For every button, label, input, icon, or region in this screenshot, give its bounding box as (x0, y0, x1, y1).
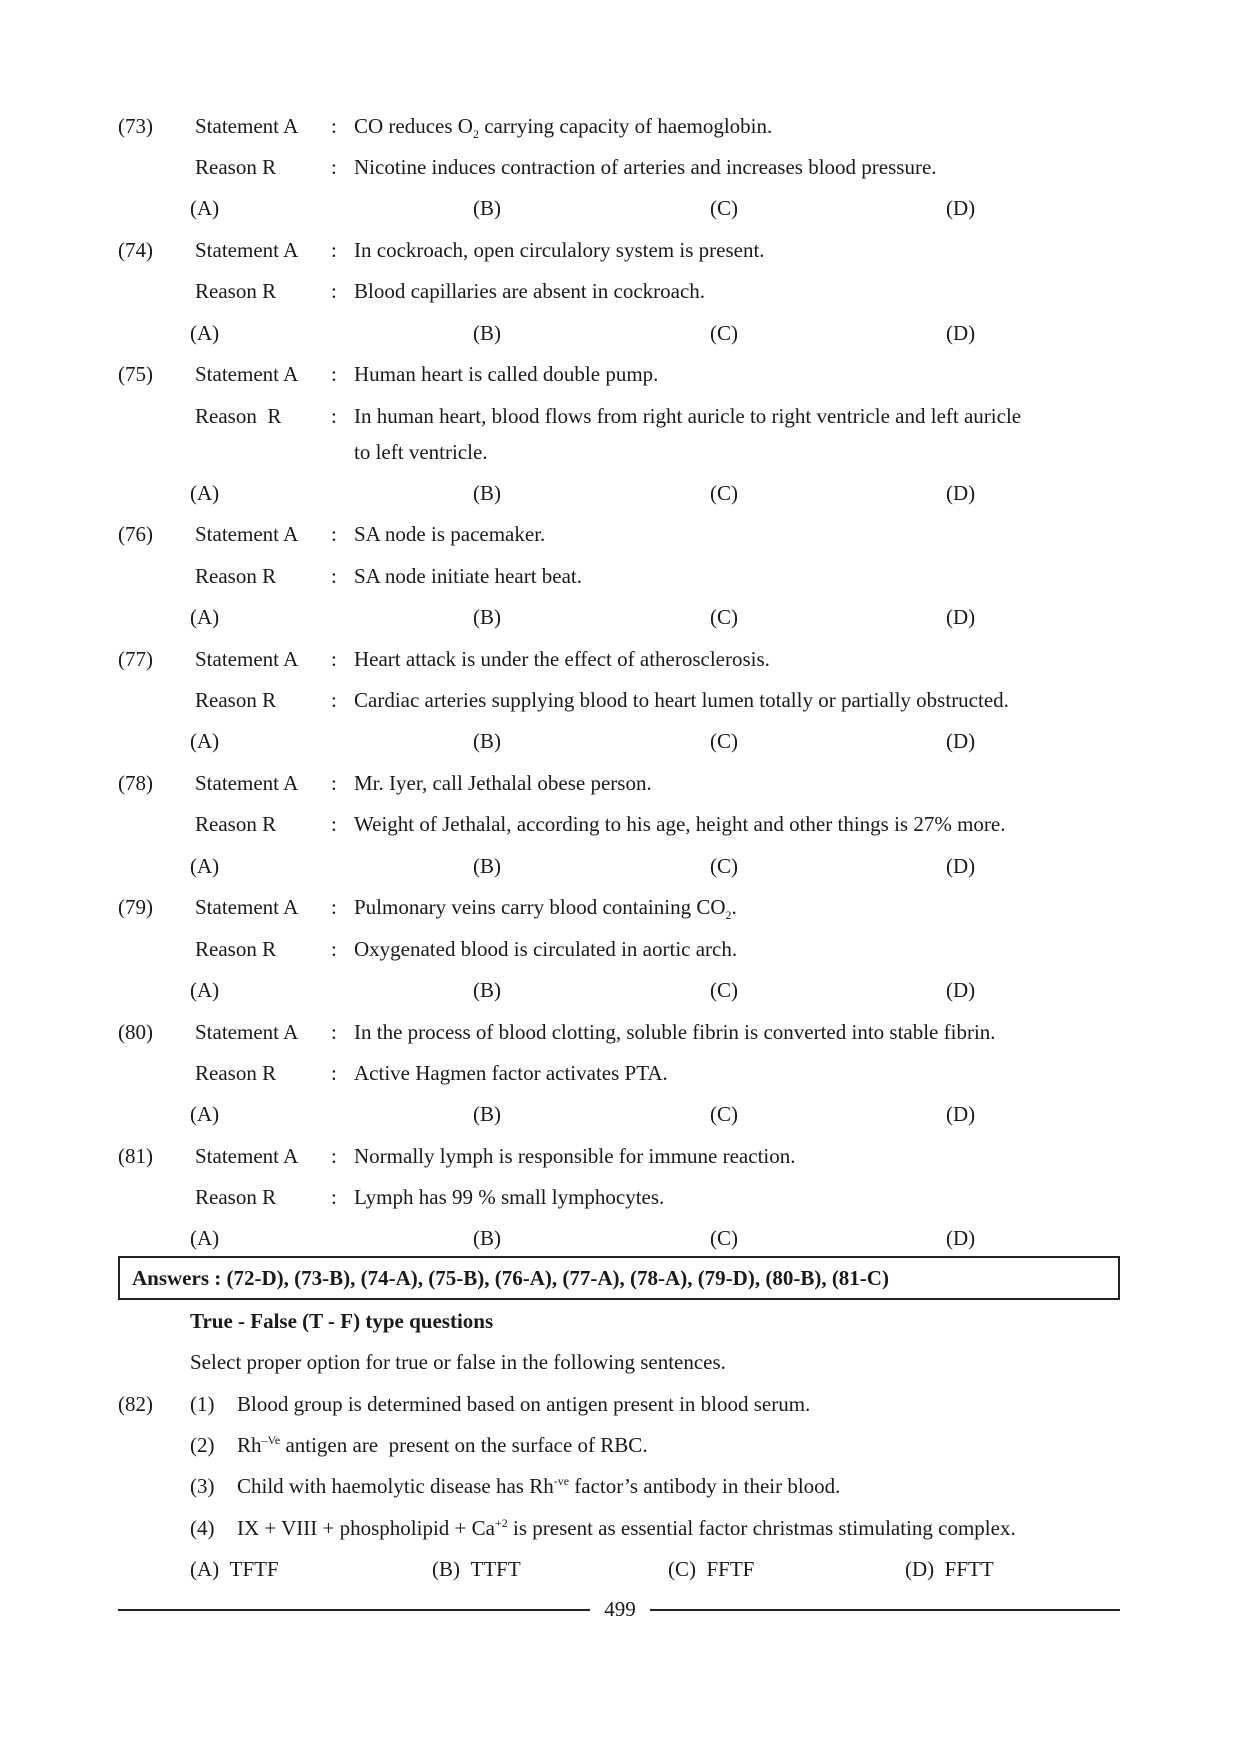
question-number: (82) (118, 1392, 153, 1416)
statement-label: Statement A (195, 362, 299, 386)
tf-item-number: (3) (190, 1474, 215, 1498)
statement-text: Pulmonary veins carry blood containing $CO_2$. (354, 895, 737, 923)
colon: : (331, 771, 337, 795)
option-a: (A) (190, 1102, 220, 1126)
footer-rule-left (118, 1609, 590, 1611)
section-heading: True - False (T - F) type questions (190, 1309, 494, 1333)
reason-text: Blood capillaries are absent in cockroach. (354, 279, 706, 303)
section-instruction: Select proper option for true or false in the following sentences. (190, 1350, 726, 1374)
colon: : (331, 238, 337, 262)
colon: : (331, 522, 337, 546)
statement-label: Statement A (195, 1144, 299, 1168)
question-number: (79) (118, 895, 153, 919)
tf-item-number: (4) (190, 1516, 215, 1540)
tf-item-number: (1) (190, 1392, 215, 1416)
reason-text: Nicotine induces contraction of arteries and increases blood pressure. (354, 155, 937, 179)
tf-item-text: Blood group is determined based on antigen present in blood serum. (237, 1392, 811, 1416)
option-c: (C) (710, 978, 738, 1002)
reason-label: Reason R (195, 1061, 277, 1085)
statement-text: Normally lymph is responsible for immune reaction. (354, 1144, 796, 1168)
option-b: (B) (473, 605, 501, 629)
option-a: (A) (190, 605, 220, 629)
colon: : (331, 812, 337, 836)
colon: : (331, 279, 337, 303)
option-c: (C) (710, 481, 738, 505)
option-d: (D) (946, 729, 976, 753)
option-b: (B) (473, 729, 501, 753)
reason-text: Cardiac arteries supplying blood to heart lumen totally or partially obstructed. (354, 688, 1009, 712)
question-number: (80) (118, 1020, 153, 1044)
statement-label: Statement A (195, 114, 299, 138)
colon: : (331, 1061, 337, 1085)
reason-label: Reason R (195, 564, 277, 588)
tf-option-b: (B) TTFT (432, 1557, 521, 1581)
option-c: (C) (710, 605, 738, 629)
option-a: (A) (190, 1226, 220, 1250)
option-a: (A) (190, 854, 220, 878)
reason-label: Reason R (195, 279, 277, 303)
statement-text: In cockroach, open circulalory system is present. (354, 238, 765, 262)
colon: : (331, 114, 337, 138)
page-number: 499 (604, 1597, 636, 1621)
question-number: (76) (118, 522, 153, 546)
option-a: (A) (190, 729, 220, 753)
statement-text: In the process of blood clotting, soluble fibrin is converted into stable fibrin. (354, 1020, 996, 1044)
question-number: (73) (118, 114, 153, 138)
option-b: (B) (473, 481, 501, 505)
reason-text: Weight of Jethalal, according to his age, height and other things is 27% more. (354, 812, 1006, 836)
statement-label: Statement A (195, 895, 299, 919)
option-d: (D) (946, 854, 976, 878)
statement-text: Human heart is called double pump. (354, 362, 659, 386)
option-d: (D) (946, 978, 976, 1002)
colon: : (331, 362, 337, 386)
statement-text: CO reduces $O_2$ carrying capacity of haemoglobin. (354, 114, 773, 142)
colon: : (331, 647, 337, 671)
colon: : (331, 155, 337, 179)
option-d: (D) (946, 196, 976, 220)
option-b: (B) (473, 854, 501, 878)
tf-item-text: IX + VIII + phospholipid + $Ca^{+2}$ is present as essential factor christmas stimulating complex. (237, 1516, 1016, 1540)
reason-label: Reason R (195, 937, 277, 961)
reason-text-line1: In human heart, blood flows from right auricle to right ventricle and left auricle (354, 404, 1022, 428)
reason-label: Reason R (195, 688, 277, 712)
question-number: (77) (118, 647, 153, 671)
option-c: (C) (710, 1226, 738, 1250)
colon: : (331, 1185, 337, 1209)
statement-text: Heart attack is under the effect of atherosclerosis. (354, 647, 770, 671)
option-d: (D) (946, 321, 976, 345)
option-c: (C) (710, 1102, 738, 1126)
colon: : (331, 688, 337, 712)
reason-text: SA node initiate heart beat. (354, 564, 583, 588)
question-number: (75) (118, 362, 153, 386)
tf-item-number: (2) (190, 1433, 215, 1457)
option-c: (C) (710, 854, 738, 878)
statement-text: Mr. Iyer, call Jethalal obese person. (354, 771, 652, 795)
colon: : (331, 404, 337, 428)
statement-text: SA node is pacemaker. (354, 522, 546, 546)
colon: : (331, 1144, 337, 1168)
reason-text-line2: to left ventricle. (354, 440, 488, 464)
reason-label: Reason R (195, 1185, 277, 1209)
option-a: (A) (190, 321, 220, 345)
colon: : (331, 895, 337, 919)
option-b: (B) (473, 978, 501, 1002)
tf-item-text: $Rh^{-Ve}$ antigen are present on the surface of RBC. (237, 1433, 648, 1457)
option-c: (C) (710, 196, 738, 220)
answers-box: Answers : (72-D), (73-B), (74-A), (75-B), (76-A), (77-A), (78-A), (79-D), (80-B), (81-C) (118, 1256, 1120, 1300)
option-b: (B) (473, 196, 501, 220)
statement-label: Statement A (195, 522, 299, 546)
question-number: (74) (118, 238, 153, 262)
option-d: (D) (946, 605, 976, 629)
option-b: (B) (473, 1102, 501, 1126)
option-b: (B) (473, 1226, 501, 1250)
colon: : (331, 937, 337, 961)
statement-label: Statement A (195, 238, 299, 262)
tf-option-d: (D) FFTT (905, 1557, 994, 1581)
reason-label: Reason R (195, 404, 282, 428)
option-c: (C) (710, 729, 738, 753)
footer-rule-right (650, 1609, 1120, 1611)
question-number: (81) (118, 1144, 153, 1168)
tf-item-text: Child with haemolytic disease has $Rh^{-ve}$ factor’s antibody in their blood. (237, 1474, 841, 1498)
colon: : (331, 1020, 337, 1044)
colon: : (331, 564, 337, 588)
question-number: (78) (118, 771, 153, 795)
option-a: (A) (190, 196, 220, 220)
reason-text: Lymph has 99 % small lymphocytes. (354, 1185, 665, 1209)
tf-option-a: (A) TFTF (190, 1557, 279, 1581)
option-b: (B) (473, 321, 501, 345)
reason-label: Reason R (195, 812, 277, 836)
option-a: (A) (190, 978, 220, 1002)
option-d: (D) (946, 1102, 976, 1126)
option-a: (A) (190, 481, 220, 505)
tf-option-c: (C) FFTF (668, 1557, 755, 1581)
reason-text: Active Hagmen factor activates PTA. (354, 1061, 668, 1085)
statement-label: Statement A (195, 771, 299, 795)
reason-label: Reason R (195, 155, 277, 179)
statement-label: Statement A (195, 1020, 299, 1044)
option-d: (D) (946, 481, 976, 505)
option-d: (D) (946, 1226, 976, 1250)
reason-text: Oxygenated blood is circulated in aortic arch. (354, 937, 738, 961)
statement-label: Statement A (195, 647, 299, 671)
option-c: (C) (710, 321, 738, 345)
